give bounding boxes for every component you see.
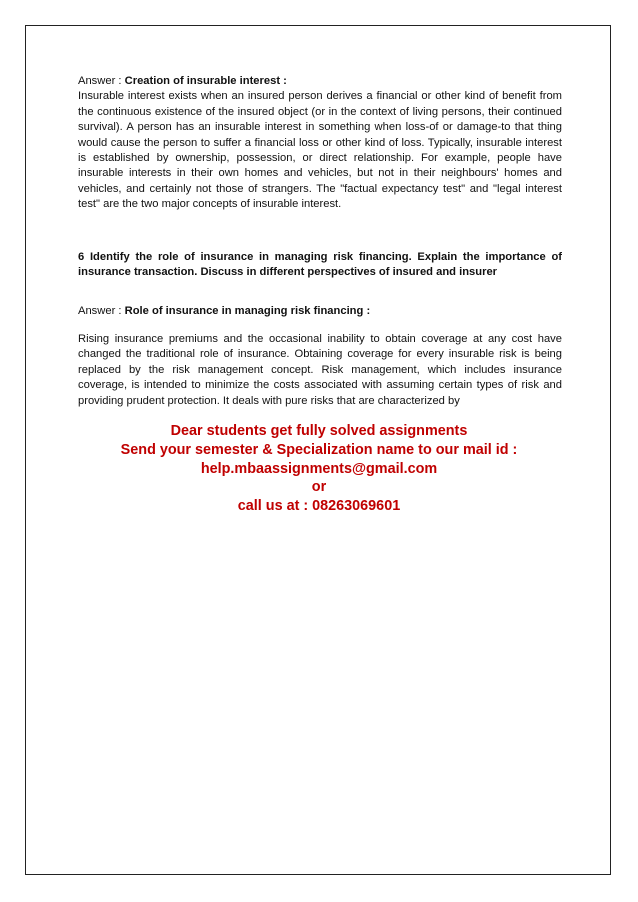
answer-heading-line xyxy=(78,304,562,319)
promo-email: help.mbaassignments@gmail.com xyxy=(200,460,438,477)
answer-prefix: Answer : xyxy=(78,75,125,87)
question-6-text: 6 Identify the role of insurance in managing risk financing. Explain the importance of insurance transaction. Discuss in different perspectives of insured and insurer xyxy=(78,251,562,279)
promo-call: call us at : 08263069601 xyxy=(237,498,401,515)
question-6 xyxy=(78,250,562,281)
answer-heading: Role of insurance in managing risk financing : xyxy=(124,305,371,317)
answer-role-heading-block xyxy=(78,304,562,319)
answer-body: Rising insurance premiums and the occasional inability to obtain coverage at any cost have changed the traditional role of insurance. Obtaining coverage for every insurable risk is being replaced by the risk management concept. Risk management, which includes insurance coverage, is intended to minimize the costs associated with assuming certain types of risk and providing prudent protection. It deals with pure risks that are characterized by xyxy=(78,333,562,407)
answer-role-body-block xyxy=(78,332,562,409)
promo-or: or xyxy=(311,479,327,496)
answer-creation-of-insurable-interest xyxy=(78,74,562,213)
answer-heading-line xyxy=(78,74,562,89)
promo-block xyxy=(0,422,638,516)
answer-heading: Creation of insurable interest : xyxy=(124,75,287,87)
answer-body: Insurable interest exists when an insured person derives a financial or other kind of benefit from the continuous existence of the insured object (or in the context of living persons, their continued survival). A person has an insurable interest in something when loss-of or damage-to that thing would cause the person to suffer a financial loss or other kind of loss. Typically, insurable interest is established by ownership, possession, or direct relationship. For example, people have insurable interests in their own homes and vehicles, but not in their neighbours' homes and vehicles, and certainly not those of strangers. The "factual expectancy test" and "legal interest test" are the two major concepts of insurable interest. xyxy=(78,90,562,211)
answer-prefix: Answer : xyxy=(78,305,125,317)
promo-line-2: Send your semester & Specialization name to our mail id : xyxy=(120,441,518,458)
promo-line-1: Dear students get fully solved assignments xyxy=(170,423,468,439)
